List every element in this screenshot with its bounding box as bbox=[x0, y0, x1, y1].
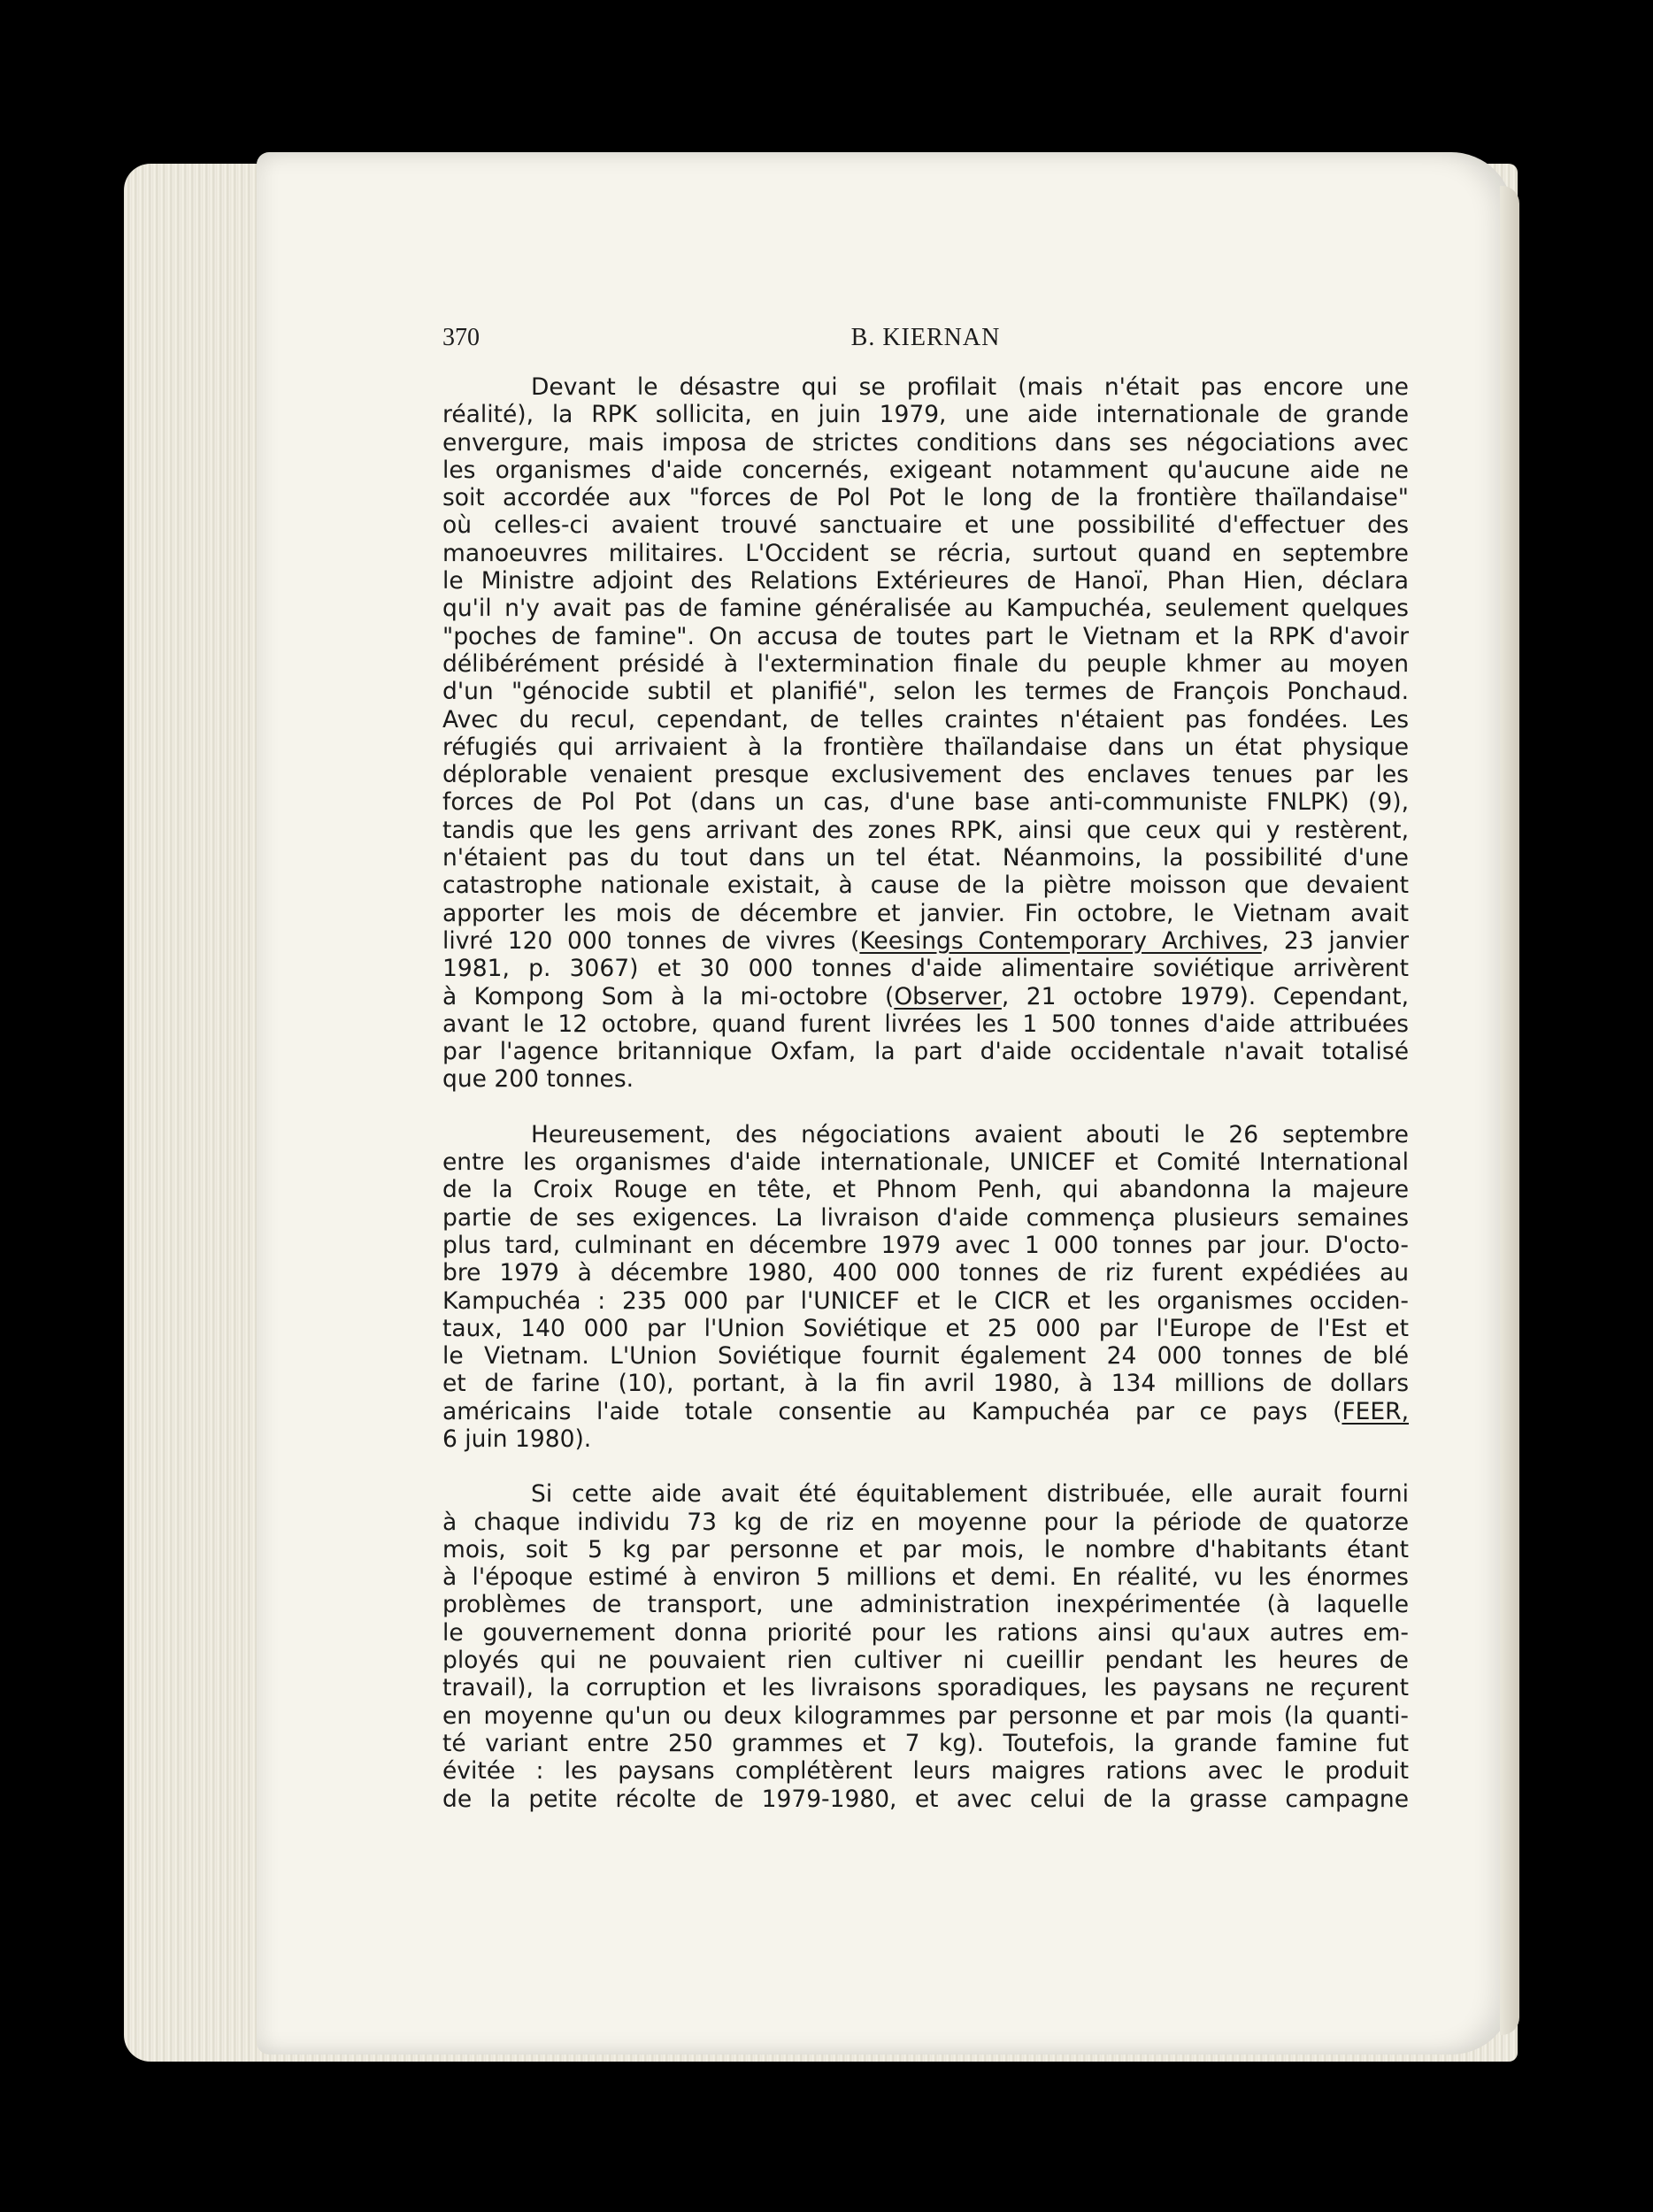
text-line: Avec du recul, cependant, de telles craintes n'étaient pas fondées. Les bbox=[442, 705, 1409, 733]
text-line: taux, 140 000 par l'Union Soviétique et 25 000 par l'Europe de l'Est et bbox=[442, 1314, 1409, 1342]
text-line-citation bbox=[442, 983, 1409, 1010]
text-line: en moyenne qu'un ou deux kilogrammes par personne et par mois (la quanti- bbox=[442, 1701, 1409, 1730]
text-line: soit accordée aux "forces de Pol Pot le long de la frontière thaïlandaise" bbox=[442, 484, 1409, 512]
text-line: réfugiés qui arrivaient à la frontière thaïlandaise dans un état physique bbox=[442, 733, 1409, 761]
body-text bbox=[442, 373, 1409, 1813]
page-header bbox=[442, 324, 1409, 359]
text-line: problèmes de transport, une administration inexpérimentée (à laquelle bbox=[442, 1591, 1409, 1619]
page-number: 370 bbox=[442, 324, 480, 351]
text-line: partie de ses exigences. La livraison d'aide commença plusieurs semaines bbox=[442, 1203, 1409, 1232]
page-curl-edge bbox=[1500, 186, 1519, 2035]
text-line: déplorable venaient presque exclusivement des enclaves tenues par les bbox=[442, 761, 1409, 789]
text-line: qu'il n'y avait pas de famine généralisée au Kampuchéa, seulement quelques bbox=[442, 595, 1409, 623]
text-line: d'un "génocide subtil et planifié", selon les termes de François Ponchaud. bbox=[442, 678, 1409, 706]
text-line: les organismes d'aide concernés, exigeant notamment qu'aucune aide ne bbox=[442, 456, 1409, 484]
text-line: 1981, p. 3067) et 30 000 tonnes d'aide alimentaire soviétique arrivèrent bbox=[442, 955, 1409, 983]
citation-observer: Observer bbox=[894, 982, 1002, 1010]
paragraph-2 bbox=[442, 1121, 1409, 1454]
text-line: réalité), la RPK sollicita, en juin 1979, une aide internationale de grande bbox=[442, 401, 1409, 429]
citation-keesings: Keesings Contemporary Archives bbox=[859, 926, 1262, 955]
text-line: bre 1979 à décembre 1980, 400 000 tonnes de riz furent expédiées au bbox=[442, 1259, 1409, 1287]
text-line: et de farine (10), portant, à la fin avril 1980, à 134 millions de dollars bbox=[442, 1370, 1409, 1398]
text-line: forces de Pol Pot (dans un cas, d'une base anti-communiste FNLPK) (9), bbox=[442, 788, 1409, 817]
running-head: B. KIERNAN bbox=[850, 324, 1001, 351]
text-line: travail), la corruption et les livraisons sporadiques, les paysans ne reçurent bbox=[442, 1674, 1409, 1702]
text-segment: américains l'aide totale consentie au Kampuchéa par ce pays ( bbox=[442, 1397, 1342, 1425]
text-line: catastrophe nationale existait, à cause de la piètre moisson que devaient bbox=[442, 872, 1409, 900]
text-line: 6 juin 1980). bbox=[442, 1425, 592, 1453]
text-line: Si cette aide avait été équitablement distribuée, elle aurait fourni bbox=[531, 1480, 1409, 1509]
text-segment: livré 120 000 tonnes de vivres ( bbox=[442, 926, 860, 955]
text-line-citation bbox=[442, 927, 1409, 955]
paragraph-1 bbox=[442, 373, 1409, 1094]
text-line-citation bbox=[442, 1398, 1409, 1425]
text-line: tandis que les gens arrivant des zones RPK, ainsi que ceux qui y restèrent, bbox=[442, 816, 1409, 844]
text-line: n'étaient pas du tout dans un tel état. Néanmoins, la possibilité d'une bbox=[442, 844, 1409, 872]
text-line: ployés qui ne pouvaient rien cultiver ni cueillir pendant les heures de bbox=[442, 1647, 1409, 1675]
text-line: de la petite récolte de 1979-1980, et avec celui de la grasse campagne bbox=[442, 1785, 1409, 1813]
text-line: Devant le désastre qui se profilait (mais n'était pas encore une bbox=[531, 373, 1409, 401]
paragraph-3 bbox=[442, 1480, 1409, 1813]
text-segment: , 21 octobre 1979). Cependant, bbox=[1001, 982, 1409, 1010]
text-line: le gouvernement donna priorité pour les rations ainsi qu'aux autres em- bbox=[442, 1618, 1409, 1647]
text-line: mois, soit 5 kg par personne et par mois, le nombre d'habitants étant bbox=[442, 1535, 1409, 1563]
text-line: plus tard, culminant en décembre 1979 avec 1 000 tonnes par jour. D'octo- bbox=[442, 1231, 1409, 1259]
text-line: le Vietnam. L'Union Soviétique fournit également 24 000 tonnes de blé bbox=[442, 1342, 1409, 1371]
text-line: avant le 12 octobre, quand furent livrées les 1 500 tonnes d'aide attribuées bbox=[442, 1010, 1409, 1038]
text-segment: à Kompong Som à la mi-octobre ( bbox=[442, 982, 895, 1010]
text-line: délibérément présidé à l'extermination finale du peuple khmer au moyen bbox=[442, 649, 1409, 678]
text-line: Kampuchéa : 235 000 par l'UNICEF et le CICR et les organismes occiden- bbox=[442, 1286, 1409, 1315]
text-line: entre les organismes d'aide internationale, UNICEF et Comité International bbox=[442, 1148, 1409, 1177]
text-line: à l'époque estimé à environ 5 millions et demi. En réalité, vu les énormes bbox=[442, 1563, 1409, 1592]
citation-feer: FEER, bbox=[1342, 1397, 1409, 1425]
text-line: Heureusement, des négociations avaient abouti le 26 septembre bbox=[531, 1120, 1409, 1148]
text-line: où celles-ci avaient trouvé sanctuaire et une possibilité d'effectuer des bbox=[442, 511, 1409, 540]
text-line: le Ministre adjoint des Relations Extérieures de Hanoï, Phan Hien, déclara bbox=[442, 567, 1409, 595]
text-line: té variant entre 250 grammes et 7 kg). Toutefois, la grande famine fut bbox=[442, 1729, 1409, 1757]
text-line: manoeuvres militaires. L'Occident se récria, surtout quand en septembre bbox=[442, 539, 1409, 567]
text-line: apporter les mois de décembre et janvier. Fin octobre, le Vietnam avait bbox=[442, 899, 1409, 927]
text-line: de la Croix Rouge en tête, et Phnom Penh, qui abandonna la majeure bbox=[442, 1176, 1409, 1204]
text-line: à chaque individu 73 kg de riz en moyenne pour la période de quatorze bbox=[442, 1508, 1409, 1536]
text-line: évitée : les paysans complétèrent leurs maigres rations avec le produit bbox=[442, 1757, 1409, 1786]
text-segment: , 23 janvier bbox=[1261, 926, 1409, 955]
text-line: envergure, mais imposa de strictes conditions dans ses négociations avec bbox=[442, 428, 1409, 457]
text-line: que 200 tonnes. bbox=[442, 1065, 634, 1094]
text-line: par l'agence britannique Oxfam, la part d'aide occidentale n'avait totalisé bbox=[442, 1038, 1409, 1066]
text-line: "poches de famine". On accusa de toutes part le Vietnam et la RPK d'avoir bbox=[442, 622, 1409, 650]
